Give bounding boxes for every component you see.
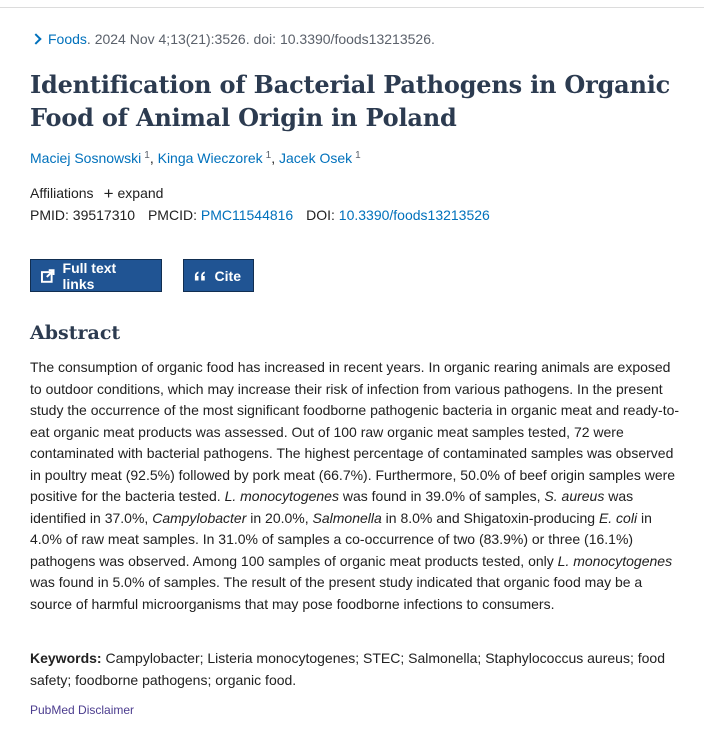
pmcid-link[interactable]: PMC11544816 <box>200 207 294 223</box>
abstract-segment: in 4.0% of raw meat samples. In 31.0% of samples a co-occurrence of two (83.9%) or three (16.1%) pathogens was observed. Among 100 samples of organic meat products tested, only <box>30 509 652 569</box>
abstract-segment: was identified in 37.0%, <box>30 488 634 526</box>
author-link[interactable]: Jacek Osek <box>279 150 353 166</box>
author-list <box>30 150 361 166</box>
author-link[interactable]: Maciej Sosnowski <box>30 150 142 166</box>
abstract-segment: in 8.0% and Shigatoxin-producing <box>381 509 599 526</box>
abstract-segment: The consumption of organic food has increased in recent years. In organic rearing animals are exposed to outdoor conditions, which may increase their risk of infection from various pathogens. In the present study the occurrence of the most significant foodborne pathogenic bacteria in organic meat and ready-to-eat organic meat products was assessed. Out of 100 raw organic meat samples tested, 72 were contaminated with bacterial pathogens. The highest percentage of contaminated samples was observed in poultry meat (92.5%) followed by pork meat (66.7%). Furthermore, 50.0% of beef origin samples were positive for the bacteria tested. <box>30 359 680 504</box>
affiliation-ref[interactable]: 1 <box>355 150 361 161</box>
citation-details: . 2024 Nov 4;13(21):3526. doi: 10.3390/foods13213526. <box>86 31 435 47</box>
plus-icon: + <box>103 184 114 203</box>
abstract-italic: S. aureus <box>544 488 605 504</box>
expand-affiliations-button[interactable] <box>104 185 164 201</box>
full-text-links-button[interactable] <box>30 259 162 292</box>
doi-link[interactable]: 10.3390/foods13213526 <box>338 207 490 223</box>
top-divider <box>0 7 704 8</box>
pmcid-label: PMCID: <box>147 207 197 223</box>
journal-link[interactable]: Foods <box>48 31 87 47</box>
quote-icon <box>194 270 207 282</box>
abstract-segment: in 20.0%, <box>246 509 313 526</box>
author-separator: , <box>149 150 158 166</box>
expand-label: expand <box>117 185 164 201</box>
abstract-italic: L. monocytogenes <box>557 552 673 569</box>
keywords-label: Keywords: <box>30 650 102 666</box>
pmid-label: PMID: <box>30 207 69 223</box>
keywords <box>30 648 680 691</box>
affiliations-label: Affiliations <box>30 185 94 201</box>
cite-label: Cite <box>214 267 241 284</box>
pubmed-disclaimer-link[interactable]: PubMed Disclaimer <box>30 703 135 717</box>
pmid-value: 39517310 <box>72 207 136 223</box>
article-title: Identification of Bacterial Pathogens in Organic Food of Animal Origin in Poland <box>30 70 671 132</box>
author-separator: , <box>271 150 279 166</box>
identifiers-row <box>30 207 490 223</box>
citation-line <box>30 31 435 47</box>
abstract-italic: Campylobacter <box>152 509 247 526</box>
keywords-text: Campylobacter; Listeria monocytogenes; STEC; Salmonella; Staphylococcus aureus; food safety; foodborne pathogens; organic food. <box>30 650 665 688</box>
affiliations-row <box>30 183 163 203</box>
abstract-heading: Abstract <box>30 322 121 344</box>
chevron-right-icon[interactable] <box>30 33 41 44</box>
doi-label: DOI: <box>306 207 335 223</box>
abstract-italic: Salmonella <box>312 509 382 526</box>
abstract-text <box>30 357 680 615</box>
affiliation-ref[interactable]: 1 <box>144 150 150 161</box>
affiliation-ref[interactable]: 1 <box>265 150 272 161</box>
abstract-segment: was found in 39.0% of samples, <box>338 488 545 504</box>
abstract-italic: L. monocytogenes <box>224 488 339 504</box>
full-text-label: Full text links <box>62 259 117 292</box>
external-link-icon <box>41 269 55 283</box>
abstract-segment: was found in 5.0% of samples. The result of the present study indicated that organic food may be a source of harmful microorganisms that may pose foodborne infections to consumers. <box>30 574 643 612</box>
abstract-italic: E. coli <box>598 509 638 526</box>
cite-button[interactable] <box>183 259 254 292</box>
author-link[interactable]: Kinga Wieczorek <box>157 150 263 166</box>
